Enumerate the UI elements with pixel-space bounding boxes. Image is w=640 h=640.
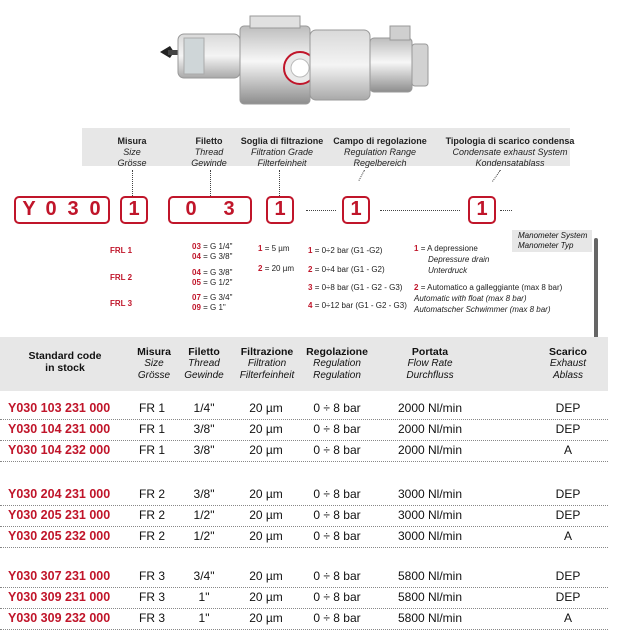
cell-regulation: 0 ÷ 8 bar bbox=[313, 508, 361, 522]
table-row bbox=[0, 608, 608, 630]
th-size: Misura Size Grösse bbox=[137, 346, 171, 381]
code-prefix-box: Y 0 3 0 bbox=[14, 196, 110, 224]
cell-size: FR 3 bbox=[138, 611, 166, 625]
cell-flow: 5800 Nl/min bbox=[397, 590, 463, 604]
header-regulation: Campo di regolazione Regulation Range Regelbereich bbox=[333, 136, 427, 168]
cell-size: FR 1 bbox=[138, 422, 166, 436]
exhaust-option-1: 1 = A depressione Depressure drain Unterdruck bbox=[414, 244, 490, 275]
thread-option: 05 = G 1/2" bbox=[192, 278, 233, 287]
size-option-1: FRL 1 bbox=[110, 246, 133, 255]
table-row bbox=[0, 526, 608, 548]
regulation-option: 1 = 0÷2 bar (G1 -G2) bbox=[308, 246, 383, 255]
cell-thread: 1/2" bbox=[193, 508, 215, 522]
cell-regulation: 0 ÷ 8 bar bbox=[313, 611, 361, 625]
cell-thread: 1/2" bbox=[193, 529, 215, 543]
cell-regulation: 0 ÷ 8 bar bbox=[313, 422, 361, 436]
cell-exhaust: DEP bbox=[555, 401, 581, 415]
cell-code: Y030 205 232 000 bbox=[8, 529, 111, 543]
dotted-separator bbox=[380, 210, 460, 211]
cell-filtration: 20 µm bbox=[249, 590, 283, 604]
regulation-option: 2 = 0÷4 bar (G1 - G2) bbox=[308, 265, 385, 274]
cell-flow: 3000 Nl/min bbox=[397, 508, 463, 522]
cell-code: Y030 104 231 000 bbox=[8, 422, 111, 436]
regulation-option: 4 = 0÷12 bar (G1 - G2 - G3) bbox=[308, 301, 407, 310]
cell-thread: 3/8" bbox=[193, 487, 215, 501]
cell-exhaust: DEP bbox=[555, 422, 581, 436]
exhaust-option-2: 2 = Automatico a galleggiante (max 8 bar) Automatic with float (max 8 bar) Automatscher Schwimmer (max 8 bar) bbox=[414, 283, 563, 314]
table-row bbox=[0, 505, 608, 527]
table-row bbox=[0, 440, 608, 462]
th-filtration: Filtrazione Filtration Filterfeinheit bbox=[239, 346, 295, 381]
header-thread: Filetto Thread Gewinde bbox=[191, 136, 227, 168]
thread-option: 07 = G 3/4" bbox=[192, 293, 233, 302]
cell-regulation: 0 ÷ 8 bar bbox=[313, 487, 361, 501]
cell-thread: 3/8" bbox=[193, 422, 215, 436]
cell-flow: 2000 Nl/min bbox=[397, 443, 463, 457]
cell-exhaust: DEP bbox=[555, 508, 581, 522]
code-exhaust-box: 1 bbox=[468, 196, 496, 224]
table-row bbox=[0, 419, 608, 441]
thread-option: 04 = G 3/8" bbox=[192, 252, 233, 261]
header-exhaust: Tipologia di scarico condensa Condensate exhaust System Kondensatablass bbox=[445, 136, 575, 168]
cell-size: FR 2 bbox=[138, 508, 166, 522]
cell-code: Y030 309 232 000 bbox=[8, 611, 111, 625]
manometer-label: Manometer System Manometer Typ bbox=[512, 230, 592, 252]
code-size-box: 1 bbox=[120, 196, 148, 224]
thread-option: 04 = G 3/8" bbox=[192, 268, 233, 277]
cell-exhaust: A bbox=[563, 611, 573, 625]
cell-exhaust: DEP bbox=[555, 487, 581, 501]
code-regulation-box: 1 bbox=[342, 196, 370, 224]
cell-exhaust: DEP bbox=[555, 569, 581, 583]
cell-code: Y030 104 232 000 bbox=[8, 443, 111, 457]
size-option-2: FRL 2 bbox=[110, 273, 133, 282]
cell-filtration: 20 µm bbox=[249, 529, 283, 543]
cell-thread: 3/4" bbox=[193, 569, 215, 583]
cell-size: FR 2 bbox=[138, 487, 166, 501]
cell-code: Y030 309 231 000 bbox=[8, 590, 111, 604]
cell-exhaust: A bbox=[563, 529, 573, 543]
dotted-separator bbox=[500, 210, 512, 211]
cell-filtration: 20 µm bbox=[249, 569, 283, 583]
cell-filtration: 20 µm bbox=[249, 443, 283, 457]
cell-filtration: 20 µm bbox=[249, 422, 283, 436]
connector-exhaust-a bbox=[492, 170, 501, 182]
cell-flow: 2000 Nl/min bbox=[397, 422, 463, 436]
cell-thread: 1/4" bbox=[193, 401, 215, 415]
cell-size: FR 3 bbox=[138, 569, 166, 583]
cell-code: Y030 307 231 000 bbox=[8, 569, 111, 583]
cell-thread: 3/8" bbox=[193, 443, 215, 457]
cell-regulation: 0 ÷ 8 bar bbox=[313, 590, 361, 604]
cell-size: FR 3 bbox=[138, 590, 166, 604]
cell-thread: 1" bbox=[198, 611, 210, 625]
cell-code: Y030 103 231 000 bbox=[8, 401, 111, 415]
cell-size: FR 1 bbox=[138, 443, 166, 457]
table-row bbox=[0, 398, 608, 420]
cell-filtration: 20 µm bbox=[249, 611, 283, 625]
table-row bbox=[0, 587, 608, 609]
dotted-separator bbox=[306, 210, 336, 211]
cell-flow: 2000 Nl/min bbox=[397, 401, 463, 415]
cell-exhaust: A bbox=[563, 443, 573, 457]
cell-size: FR 2 bbox=[138, 529, 166, 543]
cell-regulation: 0 ÷ 8 bar bbox=[313, 443, 361, 457]
th-flow: Portata Flow Rate Durchfluss bbox=[406, 346, 454, 381]
cell-filtration: 20 µm bbox=[249, 508, 283, 522]
cell-flow: 5800 Nl/min bbox=[397, 569, 463, 583]
size-option-3: FRL 3 bbox=[110, 299, 133, 308]
cell-regulation: 0 ÷ 8 bar bbox=[313, 401, 361, 415]
connector-regulation-a bbox=[358, 170, 365, 181]
thread-option: 09 = G 1" bbox=[192, 303, 226, 312]
thread-option: 03 = G 1/4" bbox=[192, 242, 233, 251]
cell-flow: 3000 Nl/min bbox=[397, 529, 463, 543]
th-thread: Filetto Thread Gewinde bbox=[184, 346, 224, 381]
cell-thread: 1" bbox=[198, 590, 210, 604]
code-thread-box: 0 3 bbox=[168, 196, 252, 224]
connector-filtration bbox=[279, 170, 280, 196]
header-size: Misura Size Grösse bbox=[117, 136, 147, 168]
filtration-option: 1 = 5 µm bbox=[258, 244, 290, 253]
table-row bbox=[0, 566, 608, 588]
filtration-option: 2 = 20 µm bbox=[258, 264, 294, 273]
th-exhaust: Scarico Exhaust Ablass bbox=[549, 346, 587, 381]
connector-thread bbox=[210, 170, 211, 196]
regulation-option: 3 = 0÷8 bar (G1 - G2 - G3) bbox=[308, 283, 403, 292]
cell-regulation: 0 ÷ 8 bar bbox=[313, 529, 361, 543]
cell-filtration: 20 µm bbox=[249, 487, 283, 501]
header-filtration: Soglia di filtrazione Filtration Grade Filterfeinheit bbox=[240, 136, 324, 168]
th-regulation: Regolazione Regulation Regulation bbox=[306, 346, 368, 381]
cell-flow: 3000 Nl/min bbox=[397, 487, 463, 501]
cell-regulation: 0 ÷ 8 bar bbox=[313, 569, 361, 583]
cell-code: Y030 204 231 000 bbox=[8, 487, 111, 501]
table-row bbox=[0, 484, 608, 506]
cell-size: FR 1 bbox=[138, 401, 166, 415]
cell-filtration: 20 µm bbox=[249, 401, 283, 415]
filter-regulator-image bbox=[150, 8, 450, 116]
cell-exhaust: DEP bbox=[555, 590, 581, 604]
th-code: Standard code in stock bbox=[28, 350, 102, 374]
connector-size bbox=[132, 170, 133, 196]
cell-code: Y030 205 231 000 bbox=[8, 508, 111, 522]
cell-flow: 5800 Nl/min bbox=[397, 611, 463, 625]
code-filtration-box: 1 bbox=[266, 196, 294, 224]
